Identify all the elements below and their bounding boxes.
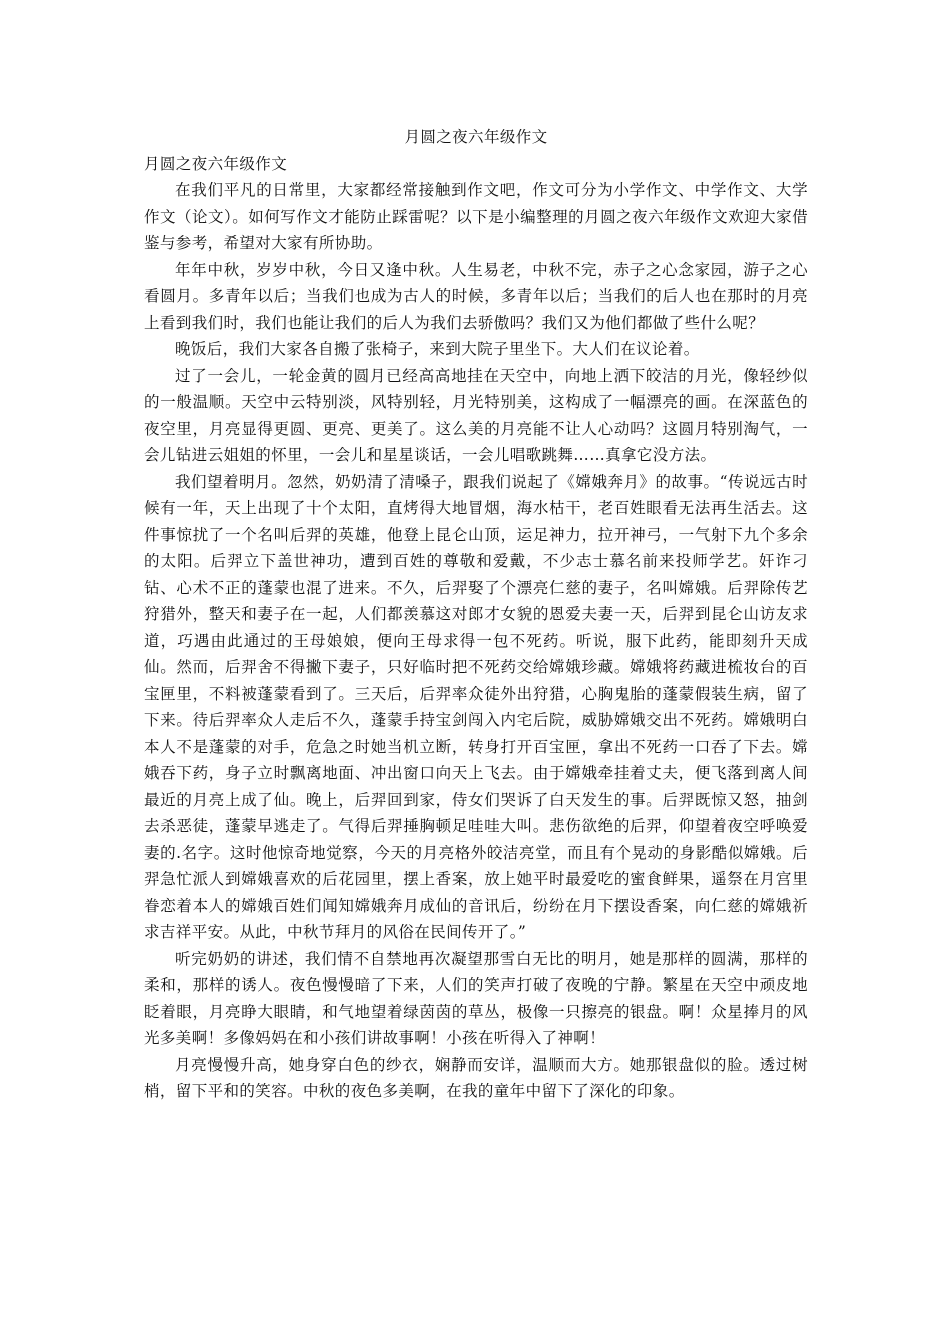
paragraph-mid-autumn: 年年中秋，岁岁中秋，今日又逢中秋。人生易老，中秋不完，赤子之心念家园，游子之心看圆月。多青年以后；当我们也成为古人的时候，多青年以后；当我们的后人也在那时的月亮上看到我们时，我们也能让我们的后人为我们去骄傲吗？我们又为他们都做了些什么呢？ [144, 260, 808, 332]
paragraph-legend: 我们望着明月。忽然，奶奶清了清嗓子，跟我们说起了《嫦娥奔月》的故事。“传说远古时候有一年，天上出现了十个太阳，直烤得大地冒烟，海水枯干，老百姓眼看无法再生活去。这件事惊扰了一个名叫后羿的英雄，他登上昆仑山顶，运足神力，拉开神弓，一气射下九个多余的太阳。后羿立下盖世神功，遭到百姓的尊敬和爱戴，不少志士慕名前来投师学艺。奸诈刁钻、心术不正的蓬蒙也混了进来。不久，后羿娶了个漂亮仁慈的妻子，名叫嫦娥。后羿除传艺狩猎外，整天和妻子在一起，人们都羡慕这对郎才女貌的恩爱夫妻一天，后羿到昆仑山访友求道，巧遇由此通过的王母娘娘，便向王母求得一包不死药。听说，服下此药，能即刻升天成仙。然而，后羿舍不得撇下妻子，只好临时把不死药交给嫦娥珍藏。嫦娥将药藏进梳妆台的百宝匣里，不料被蓬蒙看到了。三天后，后羿率众徒外出狩猎，心胸鬼胎的蓬蒙假装生病，留了下来。待后羿率众人走后不久，蓬蒙手持宝剑闯入内宅后院，威胁嫦娥交出不死药。嫦娥明白本人不是蓬蒙的对手，危急之时她当机立断，转身打开百宝匣，拿出不死药一口吞了下去。嫦娥吞下药，身子立时飘离地面、冲出窗口向天上飞去。由于嫦娥牵挂着丈夫，便飞落到离人间最近的月亮上成了仙。晚上，后羿回到家，侍女们哭诉了白天发生的事。后羿既惊又怒，抽剑去杀恶徒，蓬蒙早逃走了。气得后羿捶胸顿足哇哇大叫。悲伤欲绝的后羿，仰望着夜空呼唤爱妻的.名字。这时他惊奇地觉察，今天的月亮格外皎洁亮堂，而且有个晃动的身影酷似嫦娥。后羿急忙派人到嫦娥喜欢的后花园里，摆上香案，放上她平时最爱吃的蜜食鲜果，遥祭在月宫里眷恋着本人的嫦娥百姓们闻知嫦娥奔月成仙的音讯后，纷纷在月下摆设香案，向仁慈的嫦娥祈求吉祥平安。从此，中秋节拜月的风俗在民间传开了。” [144, 472, 808, 941]
paragraph-after-story: 听完奶奶的讲述，我们情不自禁地再次凝望那雪白无比的明月，她是那样的圆满，那样的柔和，那样的诱人。夜色慢慢暗了下来，人们的笑声打破了夜晚的宁静。繁星在天空中顽皮地眨着眼，月亮睁大眼睛，和气地望着绿茵茵的草丛，极像一只擦亮的银盘。啊！众星捧月的风光多美啊！多像妈妈在和小孩们讲故事啊！小孩在听得入了神啊！ [144, 949, 808, 1047]
document-page [144, 124, 808, 1105]
document-title: 月圆之夜六年级作文 [404, 128, 548, 146]
paragraph-after-dinner: 晚饭后，我们大家各自搬了张椅子，来到大院子里坐下。大人们在议论着。 [175, 340, 700, 358]
paragraph-intro: 在我们平凡的日常里，大家都经常接触到作文吧，作文可分为小学作文、中学作文、大学作文（论文）。如何写作文才能防止踩雷呢？以下是小编整理的月圆之夜六年级作文欢迎大家借鉴与参考，希望对大家有所协助。 [144, 181, 808, 252]
paragraph-full-moon: 过了一会儿，一轮金黄的圆月已经高高地挂在天空中，向地上洒下皎洁的月光，像轻纱似的一般温顺。天空中云特别淡，风特别轻，月光特别美，这构成了一幅漂亮的画。在深蓝色的夜空里，月亮显得更圆、更亮、更美了。这么美的月亮能不让人心动吗？这圆月特别淘气，一会儿钻进云姐姐的怀里，一会儿和星星谈话，一会儿唱歌跳舞……真拿它没方法。 [144, 366, 808, 464]
document-subtitle: 月圆之夜六年级作文 [144, 154, 288, 173]
paragraph-closing: 月亮慢慢升高，她身穿白色的纱衣，娴静而安详，温顺而大方。她那银盘似的脸。透过树梢，留下平和的笑容。中秋的夜色多美啊，在我的童年中留下了深化的印象。 [144, 1055, 808, 1100]
